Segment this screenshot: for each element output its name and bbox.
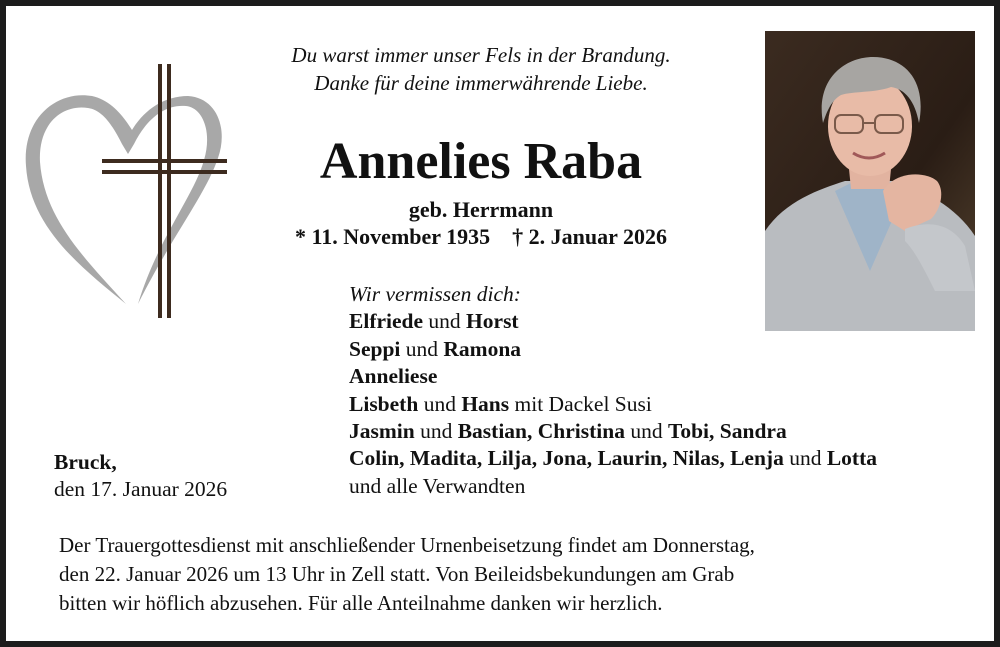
mourner-name: Lotta xyxy=(826,446,878,471)
mourner-line xyxy=(349,336,877,363)
place-town: Bruck, xyxy=(54,450,117,474)
service-line-1: Der Trauergottesdienst mit anschließender Urnenbeisetzung findet am Donnerstag, xyxy=(59,533,755,557)
conjunction: und xyxy=(405,336,439,361)
conjunction: und xyxy=(789,446,822,471)
mourner-name: Jasmin xyxy=(349,418,415,443)
mourners-closing: und alle Verwandten xyxy=(349,473,526,498)
mourner-line xyxy=(349,363,877,390)
mourner-name: Bastian, Christina xyxy=(457,418,625,443)
mourner-line xyxy=(349,418,877,445)
place-date xyxy=(54,449,227,504)
mourners-intro: Wir vermissen dich: xyxy=(349,282,521,306)
maiden-name: geb. Herrmann xyxy=(408,197,554,222)
place-date-text: den 17. Januar 2026 xyxy=(54,477,228,502)
service-line-3: bitten wir höflich abzusehen. Für alle Anteilnahme danken wir herzlich. xyxy=(59,591,663,615)
birth-date: * 11. November 1935 xyxy=(295,224,491,249)
mourner-name: Ramona xyxy=(443,336,522,361)
conjunction: und xyxy=(630,418,663,443)
conjunction: und xyxy=(423,391,456,416)
mourner-name: Tobi, Sandra xyxy=(667,418,787,443)
mourner-name: Elfriede xyxy=(349,309,424,334)
heart-outline xyxy=(26,95,222,304)
mourner-line xyxy=(349,445,877,472)
mourner-line xyxy=(349,308,877,335)
mourner-name: Hans xyxy=(461,391,510,416)
mourner-name: Colin, Madita, Lilja, Jona, Laurin, Nilas, Lenja xyxy=(349,446,784,471)
service-info xyxy=(59,531,755,618)
life-dates xyxy=(196,223,766,251)
mourner-name: Seppi xyxy=(349,336,401,361)
deceased-name: Annelies Raba xyxy=(319,133,643,190)
service-line-2: den 22. Januar 2026 um 13 Uhr in Zell statt. Von Beileidsbekundungen am Grab xyxy=(59,562,735,586)
mourner-line xyxy=(349,391,877,418)
conjunction: und xyxy=(428,309,461,334)
death-date: † 2. Januar 2026 xyxy=(512,224,667,249)
motto-line-2: Danke für deine immerwährende Liebe. xyxy=(314,71,648,95)
mourner-name: Anneliese xyxy=(349,364,438,389)
conjunction: und xyxy=(420,418,453,443)
mourner-name: Horst xyxy=(466,309,519,334)
motto-line-1: Du warst immer unser Fels in der Brandung. xyxy=(291,43,671,67)
mourner-suffix: mit Dackel Susi xyxy=(514,391,652,416)
mourners-list xyxy=(349,281,877,500)
mourner-name: Lisbeth xyxy=(349,391,419,416)
